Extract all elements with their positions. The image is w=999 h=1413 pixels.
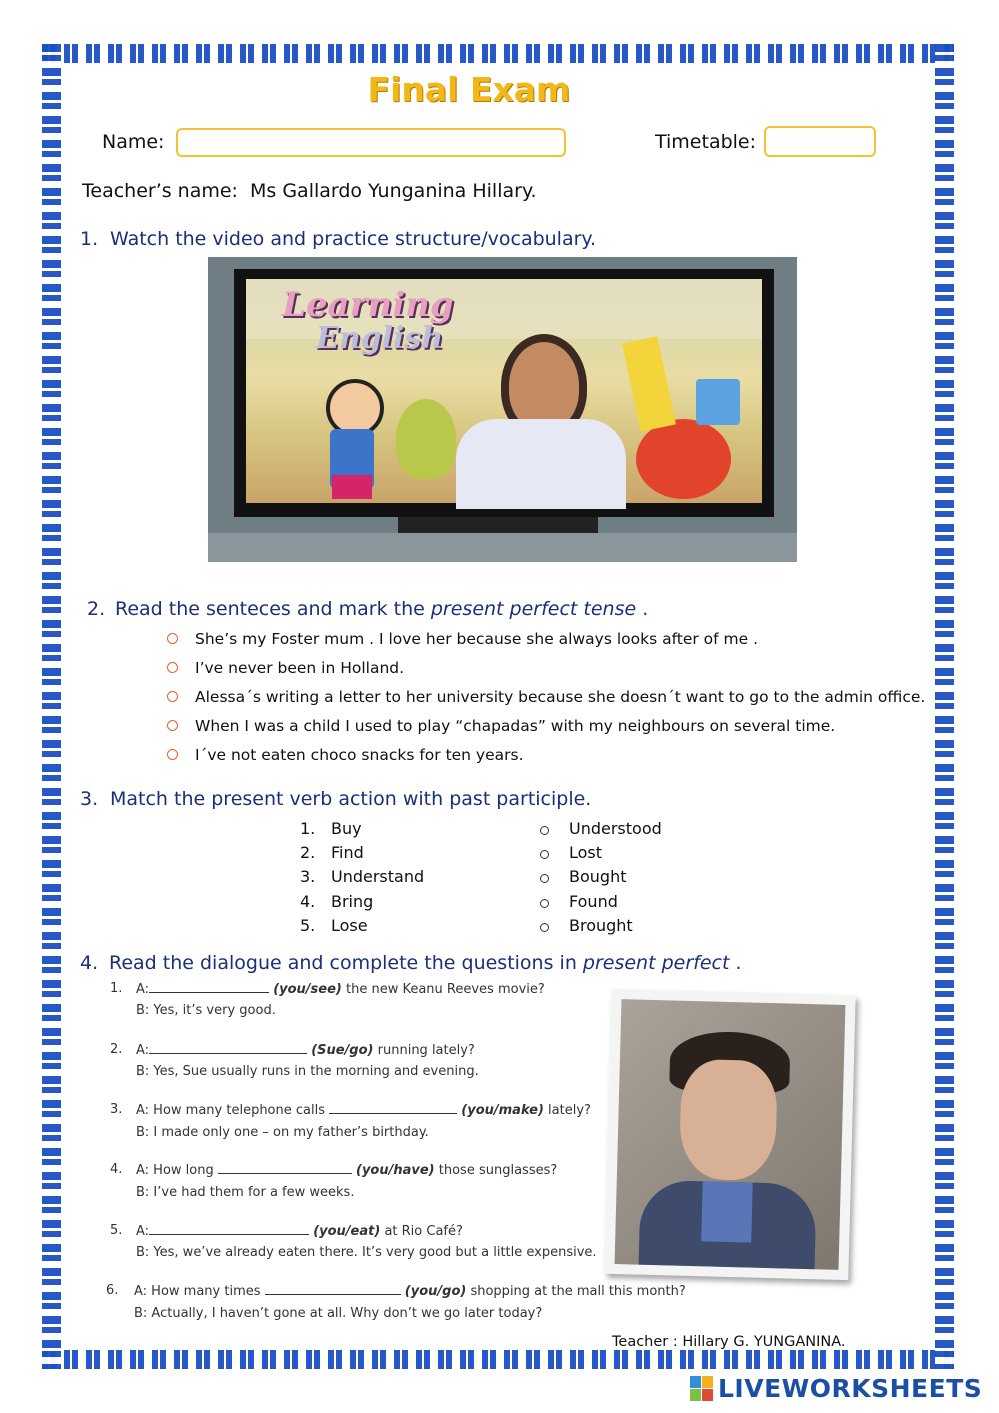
match-bullet bbox=[540, 850, 549, 859]
dialogue-answer: B: Yes, Sue usually runs in the morning and evening. bbox=[136, 1064, 479, 1079]
video-logo-line2: English bbox=[316, 321, 444, 356]
teacher-signature: Teacher : Hillary G. YUNGANINA. bbox=[612, 1334, 846, 1350]
cartoon-tomato bbox=[636, 419, 731, 499]
section-1-number: 1. bbox=[80, 228, 99, 250]
liveworksheets-icon bbox=[690, 1376, 714, 1402]
dialogue-number: 2. bbox=[110, 1042, 123, 1057]
match-bullet bbox=[540, 923, 549, 932]
answer-blank[interactable] bbox=[265, 1283, 401, 1295]
dialogue-number: 1. bbox=[110, 981, 123, 996]
match-bullet bbox=[540, 899, 549, 908]
dialogue-answer: B: I’ve had them for a few weeks. bbox=[136, 1185, 355, 1200]
section-1-heading: Watch the video and practice structure/vocabulary. bbox=[110, 228, 596, 250]
sentence-3[interactable]: Alessa´s writing a letter to her university because she doesn´t want to go to the admin office. bbox=[195, 688, 926, 706]
option-radio[interactable] bbox=[167, 749, 178, 760]
match-bullet bbox=[540, 826, 549, 835]
timetable-label: Timetable: bbox=[655, 131, 757, 153]
dialogue-question: A: (you/see) the new Keanu Reeves movie? bbox=[136, 982, 545, 997]
liveworksheets-brand: LIVEWORKSHEETS bbox=[718, 1374, 983, 1403]
answer-blank[interactable] bbox=[149, 1042, 307, 1054]
dialogue-question: A: How many times (you/go) shopping at the mall this month? bbox=[134, 1284, 686, 1299]
dialogue-number: 5. bbox=[110, 1223, 123, 1238]
page-title: Final Exam bbox=[367, 70, 571, 109]
section-2-heading: Read the senteces and mark the present perfect tense . bbox=[115, 598, 649, 620]
participle[interactable]: Bought bbox=[569, 867, 627, 886]
name-label: Name: bbox=[102, 131, 165, 153]
option-radio[interactable] bbox=[167, 720, 178, 731]
answer-blank[interactable] bbox=[149, 1223, 309, 1235]
page-border-bottom bbox=[42, 1350, 954, 1369]
option-radio[interactable] bbox=[167, 633, 178, 644]
dialogue-question: A: (you/eat) at Rio Café? bbox=[136, 1224, 463, 1239]
sentence-1[interactable]: She’s my Foster mum . I love her because she always looks after of me . bbox=[195, 630, 759, 648]
portrait-shirt bbox=[701, 1181, 753, 1242]
dialogue-number: 6. bbox=[106, 1283, 119, 1298]
present-number: 1. bbox=[300, 819, 316, 838]
tv-stand bbox=[398, 517, 598, 533]
section-2-number: 2. bbox=[87, 598, 106, 620]
participle[interactable]: Lost bbox=[569, 843, 603, 862]
cartoon-book bbox=[696, 379, 740, 425]
video-player[interactable] bbox=[208, 257, 797, 562]
dialogue-answer: B: Yes, we’ve already eaten there. It’s very good but a little expensive. bbox=[136, 1245, 597, 1260]
name-field[interactable] bbox=[176, 128, 566, 157]
dialogue-answer: B: Actually, I haven’t gone at all. Why don’t we go later today? bbox=[134, 1306, 543, 1321]
page-border-left bbox=[42, 44, 61, 1369]
sentence-5[interactable]: I´ve not eaten choco snacks for ten years. bbox=[195, 746, 524, 764]
sentence-2[interactable]: I’ve never been in Holland. bbox=[195, 659, 405, 677]
video-screen bbox=[246, 279, 762, 503]
sentence-4[interactable]: When I was a child I used to play “chapadas” with my neighbours on several time. bbox=[195, 717, 836, 735]
page-border-top bbox=[42, 44, 954, 63]
present-number: 2. bbox=[300, 843, 316, 862]
dialogue-question: A: How many telephone calls (you/make) lately? bbox=[136, 1103, 591, 1118]
dialogue-answer: B: I made only one – on my father’s birthday. bbox=[136, 1125, 429, 1140]
dialogue-answer: B: Yes, it’s very good. bbox=[136, 1003, 276, 1018]
present-number: 3. bbox=[300, 867, 316, 886]
participle[interactable]: Found bbox=[569, 892, 618, 911]
cartoon-pear bbox=[396, 399, 456, 479]
dialogue-number: 3. bbox=[110, 1102, 123, 1117]
cartoon-pencil bbox=[622, 336, 676, 432]
present-verb[interactable]: Understand bbox=[331, 867, 425, 886]
answer-blank[interactable] bbox=[218, 1162, 352, 1174]
page-border-right bbox=[935, 44, 954, 1369]
section-3-heading: Match the present verb action with past participle. bbox=[110, 788, 592, 810]
present-number: 5. bbox=[300, 916, 316, 935]
portrait-photo bbox=[604, 989, 855, 1280]
section-3-number: 3. bbox=[80, 788, 99, 810]
option-radio[interactable] bbox=[167, 691, 178, 702]
present-verb[interactable]: Lose bbox=[331, 916, 368, 935]
timetable-field[interactable] bbox=[764, 126, 876, 157]
liveworksheets-logo[interactable] bbox=[690, 1372, 990, 1408]
participle[interactable]: Brought bbox=[569, 916, 633, 935]
present-verb[interactable]: Bring bbox=[331, 892, 374, 911]
teacher-name-value: Ms Gallardo Yunganina Hillary. bbox=[250, 180, 537, 202]
dialogue-number: 4. bbox=[110, 1162, 123, 1177]
section-4-number: 4. bbox=[80, 952, 99, 974]
participle[interactable]: Understood bbox=[569, 819, 662, 838]
answer-blank[interactable] bbox=[329, 1102, 457, 1114]
option-radio[interactable] bbox=[167, 662, 178, 673]
portrait-face bbox=[679, 1059, 778, 1181]
present-number: 4. bbox=[300, 892, 316, 911]
dialogue-question: A: How long (you/have) those sunglasses? bbox=[136, 1163, 558, 1178]
section-4-heading: Read the dialogue and complete the questions in present perfect . bbox=[109, 952, 742, 974]
presenter-blouse bbox=[456, 419, 626, 509]
answer-blank[interactable] bbox=[149, 981, 269, 993]
teacher-name-label: Teacher’s name: bbox=[82, 180, 238, 202]
dialogue-question: A: (Sue/go) running lately? bbox=[136, 1043, 475, 1058]
video-logo-line1: Learning bbox=[282, 285, 454, 325]
present-verb[interactable]: Buy bbox=[331, 819, 362, 838]
present-verb[interactable]: Find bbox=[331, 843, 364, 862]
match-bullet bbox=[540, 874, 549, 883]
